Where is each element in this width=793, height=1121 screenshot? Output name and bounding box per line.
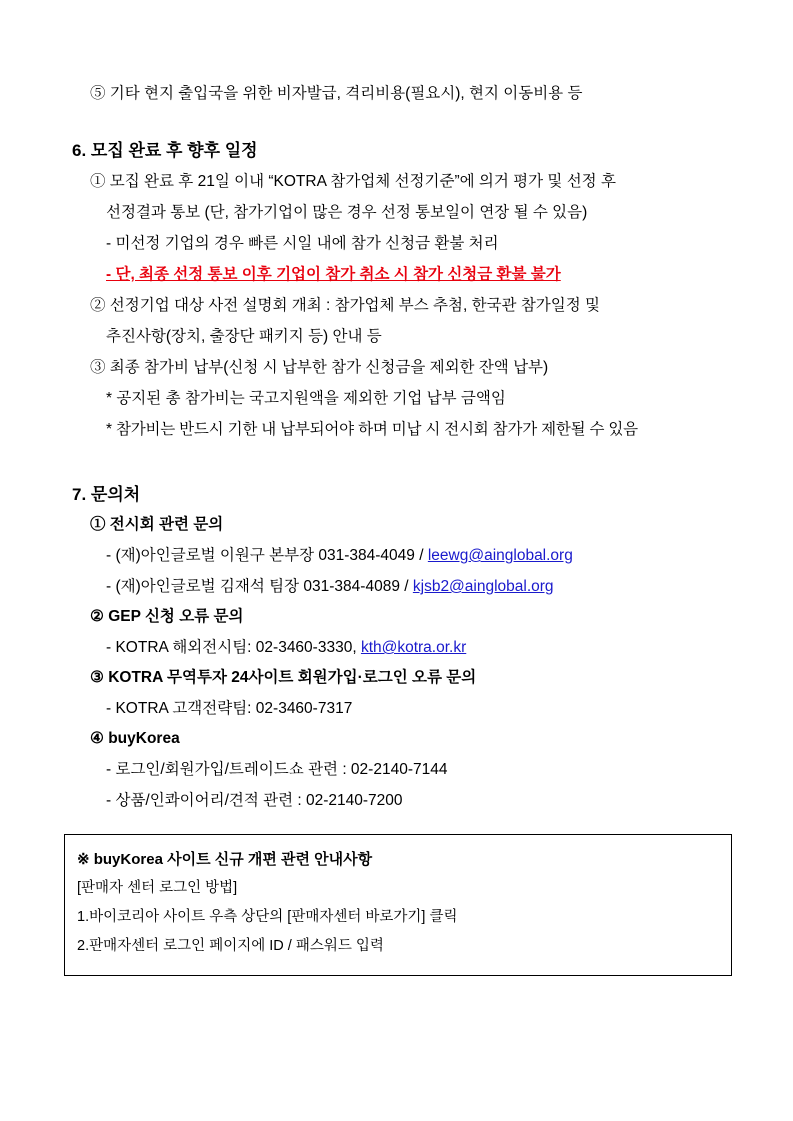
notice-box-line-3: 2.판매자센터 로그인 페이지에 ID / 패스워드 입력 — [77, 938, 384, 954]
section-6-item-2: ② 선정기업 대상 사전 설명회 개최 : 참가업체 부스 추첨, 한국관 참가일정 및 — [90, 297, 601, 314]
notice-box-line-1: [판매자 센터 로그인 방법] — [77, 880, 238, 896]
top-item-line: ⑤ 기타 현지 출입국을 위한 비자발급, 격리비용(필요시), 현지 이동비용 등 — [90, 85, 583, 102]
email-link-kjsb2[interactable]: kjsb2@ainglobal.org — [412, 578, 554, 595]
section-7-sub-4: ④ buyKorea — [90, 730, 180, 747]
section-6-heading: 6. 모집 완료 후 향후 일정 — [72, 141, 258, 160]
section-7-sub-2: ② GEP 신청 오류 문의 — [90, 608, 244, 625]
notice-box-line-2: 1.바이코리아 사이트 우측 상단의 [판매자센터 바로가기] 클릭 — [77, 909, 458, 925]
spacer — [62, 445, 731, 479]
section-7-sub-4-contact-1: - 로그인/회원가입/트레이드쇼 관련 : 02-2140-7144 — [106, 761, 448, 778]
section-6-item-1: ① 모집 완료 후 21일 이내 “KOTRA 참가업체 선정기준”에 의거 평가 및 선정 후 — [90, 173, 616, 190]
notice-box — [64, 834, 732, 976]
section-7-sub-1-contact-2 — [62, 571, 731, 602]
section-7-sub-1-contact-1 — [62, 540, 731, 571]
email-link-kth[interactable]: kth@kotra.or.kr — [360, 639, 467, 656]
section-6-item-1-dash-2-warning: - 단, 최종 선정 통보 이후 기업이 참가 취소 시 참가 신청금 환불 불가 — [106, 266, 561, 283]
section-7-sub-1: ① 전시회 관련 문의 — [90, 516, 224, 533]
section-7-sub-3-contact-1: - KOTRA 고객전략팀: 02-3460-7317 — [106, 700, 353, 717]
section-7-heading: 7. 문의처 — [72, 485, 141, 504]
contact-2-text: - (재)아인글로벌 김재석 팀장 031-384-4089 / — [106, 578, 413, 595]
section-7-sub-4-contact-2: - 상품/인콰이어리/견적 관련 : 02-2140-7200 — [106, 792, 403, 809]
section-6-note-1: * 공지된 총 참가비는 국고지원액을 제외한 기업 납부 금액임 — [106, 390, 506, 407]
email-link-leewg[interactable]: leewg@ainglobal.org — [427, 547, 573, 564]
section-6-item-3: ③ 최종 참가비 납부(신청 시 납부한 참가 신청금을 제외한 잔액 납부) — [90, 359, 549, 376]
section-6-item-2-cont: 추진사항(장치, 출장단 패키지 등) 안내 등 — [106, 328, 382, 345]
contact-3-text: - KOTRA 해외전시팀: 02-3460-3330, — [106, 639, 361, 656]
notice-box-title: ※ buyKorea 사이트 신규 개편 관련 안내사항 — [77, 851, 373, 868]
section-7-sub-2-contact-1 — [62, 632, 731, 663]
section-7-sub-3: ③ KOTRA 무역투자 24사이트 회원가입·로그인 오류 문의 — [90, 669, 477, 686]
contact-1-text: - (재)아인글로벌 이원구 본부장 031-384-4049 / — [106, 547, 428, 564]
spacer — [62, 109, 731, 135]
section-6-note-2: * 참가비는 반드시 기한 내 납부되어야 하며 미납 시 전시회 참가가 제한될 수 있음 — [106, 421, 638, 438]
section-6-item-1-cont: 선정결과 통보 (단, 참가기업이 많은 경우 선정 통보일이 연장 될 수 있음) — [106, 204, 588, 221]
section-6-item-1-dash-1: - 미선정 기업의 경우 빠른 시일 내에 참가 신청금 환불 처리 — [106, 235, 499, 252]
